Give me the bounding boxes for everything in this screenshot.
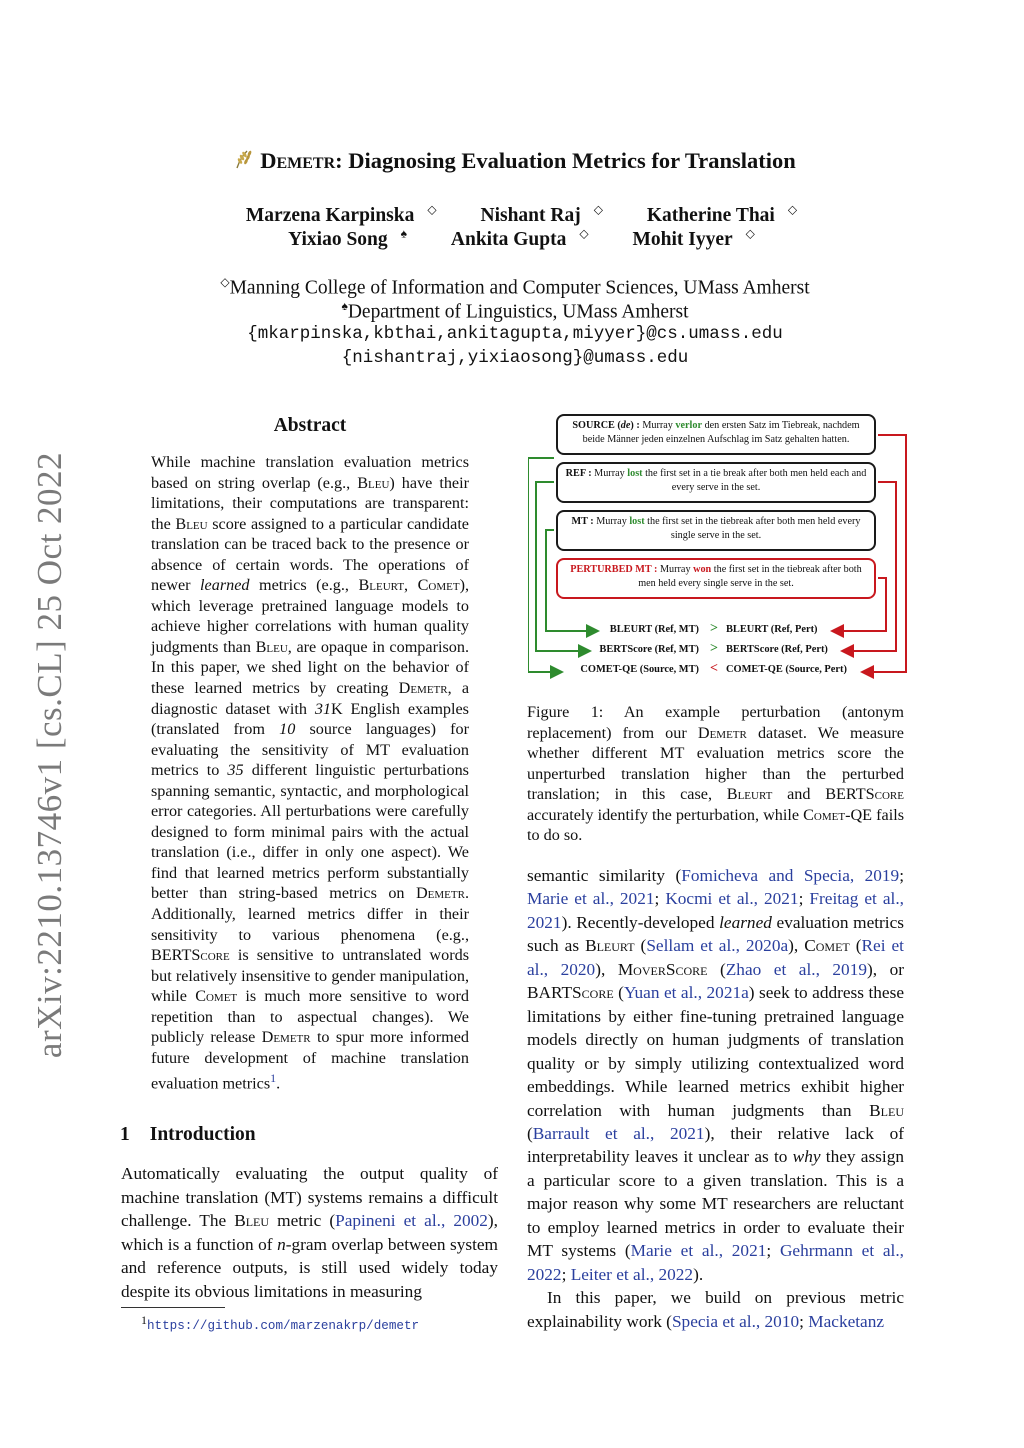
title-demetr: Demetr (260, 148, 336, 173)
wheat-logo-icon (234, 148, 254, 176)
citation-link[interactable]: Barrault et al., 2021 (532, 1123, 705, 1143)
paragraph: semantic similarity (Fomicheva and Specia, 2019; Marie et al., 2021; Kocmi et al., 2021; Freitag et al., 2021). Recently-developed learned evaluation metrics such as Bleurt (Sellam et al., 2020a), Comet (Rei et al., 2020), MoverScore (Zhao et al., 2019), or BARTScore (Yuan et al., 2021a) seek to address these limitations by either fine-tuning pretrained language models directly on human judgments of translation quality or by simply utilizing contextualized word embeddings. While learned metrics exhibit higher correlation with human judgments than Bleu (Barrault et al., 2021), their relative lack of interpretability leaves it unclear as to why they assign a particular score to a given translation. This is a major reason why some MT researchers are reluctant to employ learned metrics in order to evaluate their MT systems (Marie et al., 2021; Gehrmann et al., 2022; Leiter et al., 2022). (527, 866, 905, 1284)
email: {nishantraj,yixiaosong}@umass.edu (341, 348, 689, 368)
citation-link[interactable]: Papineni et al., 2002 (335, 1211, 488, 1231)
email: {mkarpinska,kbthai,ankitagupta,miyyer}@cs.umass.edu (247, 324, 783, 344)
paper-title (100, 148, 930, 176)
figure-1 (528, 410, 910, 690)
citation-link[interactable]: Sellam et al., 2020a (646, 936, 789, 956)
right-column-text (527, 864, 904, 1333)
footnote-url[interactable]: https://github.com/marzenakrp/demetr (147, 1319, 420, 1334)
figure-caption: Figure 1: An example perturbation (antonym replacement) from our Demetr dataset. We measure whether different MT evaluation metrics score the unperturbed translation higher than the perturbed translation; in this case, Bleurt and BERTScore accurately identify the perturbation, while Comet-QE fails to do so. (527, 703, 904, 845)
comparison-bertscore: BERTScore (Ref, MT) > BERTScore (Ref, Pert) (599, 641, 828, 656)
affiliation: ♠Department of Linguistics, UMass Amherst (341, 299, 689, 323)
author: Ankita Gupta ◇ (450, 226, 589, 250)
source-box: SOURCE (de) : Murray verlor den ersten Satz im Tiebreak, nachdem beide Männer jeden einzelnen Aufschlag im Satz gehalten hatten. (556, 414, 876, 455)
author: Marzena Karpinska ◇ (245, 202, 437, 226)
authors-line-2 (100, 226, 930, 251)
author: Mohit Iyyer ◇ (632, 226, 755, 250)
citation-link[interactable]: Macketanz (808, 1311, 885, 1331)
citation-link[interactable]: Freitag et al., 2021 (527, 889, 904, 932)
authors-line-1 (100, 202, 930, 227)
footnote-divider (121, 1307, 225, 1308)
abstract-body: While machine translation evaluation metrics based on string overlap (e.g., Bleu) have their limitations, their computations are transparent: the Bleu score assigned to a particular candidate translation can be traced back to the presence or absence of certain words. The operations of newer learned metrics (e.g., Bleurt, Comet), which leverage pretrained language models to achieve higher correlations with human quality judgments than Bleu, are opaque in comparison. In this paper, we shed light on the behavior of these learned metrics by creating Demetr, a diagnostic dataset with 31K English examples (translated from 10 source languages) for evaluating the sensitivity of MT evaluation metrics to 35 different linguistic perturbations spanning semantic, syntactic, and morphological error categories. All perturbations were carefully designed to form minimal pairs with the actual translation (i.e., differ in only one aspect). We find that learned metrics perform substantially better than string-based metrics on Demetr. Additionally, learned metrics differ in their sensitivity to various phenomena (e.g., BERTScore is sensitive to untranslated words but relatively insensitive to gender manipulation, while Comet is much more sensitive to word repetition than to aspectual changes). We publicly release Demetr to spur more informed future development of machine translation evaluation metrics$^1$. (151, 453, 469, 1093)
intro-paragraph: Automatically evaluating the output quality of machine translation (MT) systems remains a difficult challenge. The Bleu metric (Papineni et al., 2002), which is a function of n-gram overlap between system and reference outputs, is still used widely today despite its obvious limitations in measuring (121, 1164, 498, 1301)
footnote-ref[interactable]: 1 (270, 1071, 277, 1086)
citation-link[interactable]: Rei et al., 2020 (527, 936, 904, 979)
footnote: $^1$https://github.com/marzenakrp/demetr (141, 1313, 420, 1334)
comparison-bleurt: BLEURT (Ref, MT) > BLEURT (Ref, Pert) (609, 621, 818, 636)
section-heading: 1 Introduction (120, 1124, 256, 1145)
citation-link[interactable]: Leiter et al., 2022 (570, 1264, 694, 1284)
citation-link[interactable]: Fomicheva and Specia, 2019 (681, 866, 900, 885)
author: Katherine Thai ◇ (646, 202, 798, 226)
author: Yixiao Song ♠ (288, 226, 408, 250)
citation-link[interactable]: Specia et al., 2010 (671, 1311, 800, 1331)
comparison-comet-qe: COMET-QE (Source, MT) < COMET-QE (Source, Pert) (580, 661, 847, 676)
author: Nishant Raj ◇ (480, 202, 603, 226)
citation-link[interactable]: Zhao et al., 2019 (725, 959, 867, 979)
abstract-heading: Abstract (273, 415, 347, 436)
title-rest: : Diagnosing Evaluation Metrics for Translation (335, 148, 796, 173)
affiliation: ◇Manning College of Information and Computer Sciences, UMass Amherst (220, 275, 810, 299)
paragraph: In this paper, we build on previous metric explainability work (Specia et al., 2010; Macketanz (527, 1288, 904, 1331)
citation-link[interactable]: Marie et al., 2021 (527, 889, 655, 909)
citation-link[interactable]: Gehrmann et al., 2022 (527, 1241, 904, 1284)
citation-link[interactable]: Marie et al., 2021 (630, 1241, 767, 1261)
perturbed-mt-box: PERTURBED MT : Murray won the first set in the tiebreak after both men held every single serve in the set. (556, 558, 876, 599)
reference-box: REF : Murray lost the first set in a tie break after both men held each and every serve in the set. (556, 462, 876, 503)
citation-link[interactable]: Kocmi et al., 2021 (665, 889, 799, 909)
arxiv-stamp: arXiv:2210.13746v1 [cs.CL] 25 Oct 2022 (30, 451, 69, 1059)
mt-box: MT : Murray lost the first set in the tiebreak after both men held every single serve in the set. (556, 510, 876, 551)
citation-link[interactable]: Yuan et al., 2021a (623, 983, 749, 1003)
